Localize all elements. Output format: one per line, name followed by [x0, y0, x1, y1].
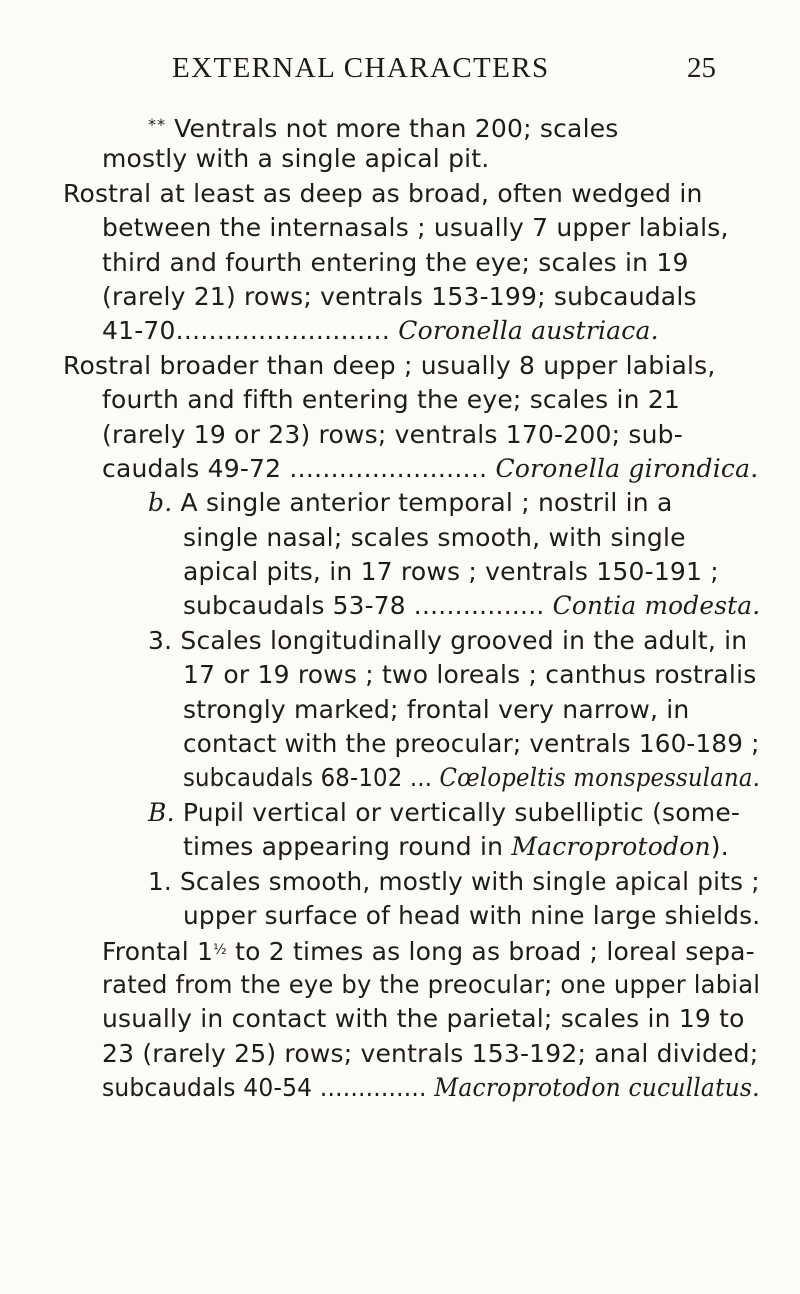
line-text: upper surface of head with nine large shields. [183, 900, 761, 930]
text-line [0, 383, 800, 417]
line-text: subcaudals 68-102 [183, 763, 403, 793]
text-line [0, 1071, 800, 1105]
text-line [0, 796, 800, 830]
key-text [0, 108, 800, 1105]
line-text-tail: ). [710, 832, 729, 862]
text-line [0, 555, 800, 589]
text-line [0, 761, 800, 795]
text-line [0, 1002, 800, 1036]
line-text: mostly with a single apical pit. [102, 144, 490, 174]
text-line [0, 108, 800, 142]
line-text: rated from the eye by the preocular; one upper labial [102, 969, 761, 999]
text-line [0, 865, 800, 899]
line-text: Ventrals not more than 200; scales [166, 114, 619, 143]
text-line [0, 521, 800, 555]
text-line [0, 1037, 800, 1071]
text-line [0, 727, 800, 761]
fraction: ½ [213, 942, 227, 959]
line-text: usually in contact with the parietal; scales in 19 to [102, 1004, 745, 1034]
line-text: Rostral broader than deep ; usually 8 upper labials, [63, 350, 716, 380]
line-text-tail: to 2 times as long as broad ; loreal sepa- [226, 937, 755, 967]
text-line [0, 349, 800, 383]
running-title: EXTERNAL CHARACTERS [172, 52, 550, 84]
line-text: Rostral at least as deep as broad, often wedged in [63, 178, 703, 208]
text-line [0, 418, 800, 452]
line-text: single nasal; scales smooth, with single [183, 522, 686, 552]
text-line [0, 589, 800, 623]
text-line [0, 933, 800, 967]
section-label: b. [148, 488, 173, 518]
page-header [0, 52, 800, 92]
line-text: times appearing round in [183, 832, 512, 862]
line-text: apical pits, in 17 rows ; ventrals 150-191 ; [183, 557, 719, 587]
line-text: Frontal 1 [102, 937, 214, 967]
text-line [0, 452, 800, 486]
line-text: 23 (rarely 25) rows; ventrals 153-192; anal divided; [102, 1038, 759, 1068]
asterisks-marker: ** [148, 115, 166, 134]
species-name: Coronella girondica. [495, 453, 759, 483]
line-text: 1. Scales smooth, mostly with single apical pits ; [148, 866, 760, 896]
line-text: Pupil vertical or vertically subelliptic (some- [174, 797, 741, 827]
page-number: 25 [687, 52, 716, 84]
text-line [0, 658, 800, 692]
line-text: caudals 49-72 [102, 453, 282, 483]
species-name: Contia modesta. [552, 591, 761, 621]
line-text: 3. Scales longitudinally grooved in the adult, in [148, 625, 748, 655]
text-line [0, 211, 800, 245]
dot-leader: .......................... [175, 316, 391, 346]
line-text: between the internasals ; usually 7 upper labials, [102, 213, 729, 243]
line-text: subcaudals 40-54 [102, 1072, 313, 1102]
line-text: fourth and fifth entering the eye; scales in 21 [102, 385, 681, 415]
genus-name: Macroprotodon [511, 832, 711, 862]
dot-leader: ........................ [289, 453, 488, 483]
line-text: 41-70 [102, 316, 176, 346]
text-line [0, 486, 800, 520]
species-name: Coronella austriaca. [398, 316, 659, 346]
text-line [0, 693, 800, 727]
species-name: Cœlopeltis monspessulana. [439, 763, 761, 793]
section-label: B. [148, 797, 175, 827]
line-text: (rarely 21) rows; ventrals 153-199; subcaudals [102, 281, 697, 311]
text-line [0, 314, 800, 348]
text-line [0, 246, 800, 280]
line-text: subcaudals 53-78 [183, 591, 406, 621]
text-line [0, 624, 800, 658]
dot-leader: ... [402, 763, 433, 793]
text-line [0, 968, 800, 1002]
line-text: contact with the preocular; ventrals 160-189 ; [183, 729, 760, 759]
dot-leader: .............. [312, 1072, 427, 1102]
line-text: A single anterior temporal ; nostril in a [172, 488, 673, 518]
text-line [0, 280, 800, 314]
line-text: (rarely 19 or 23) rows; ventrals 170-200; sub- [102, 419, 683, 449]
species-name: Macroprotodon cucullatus. [434, 1072, 760, 1102]
dot-leader: ................ [413, 591, 545, 621]
line-text: third and fourth entering the eye; scales in 19 [102, 247, 689, 277]
text-line [0, 830, 800, 864]
line-text: strongly marked; frontal very narrow, in [183, 694, 690, 724]
text-line [0, 899, 800, 933]
line-text: 17 or 19 rows ; two loreals ; canthus rostralis [183, 660, 757, 690]
text-line [0, 177, 800, 211]
text-line [0, 142, 800, 176]
